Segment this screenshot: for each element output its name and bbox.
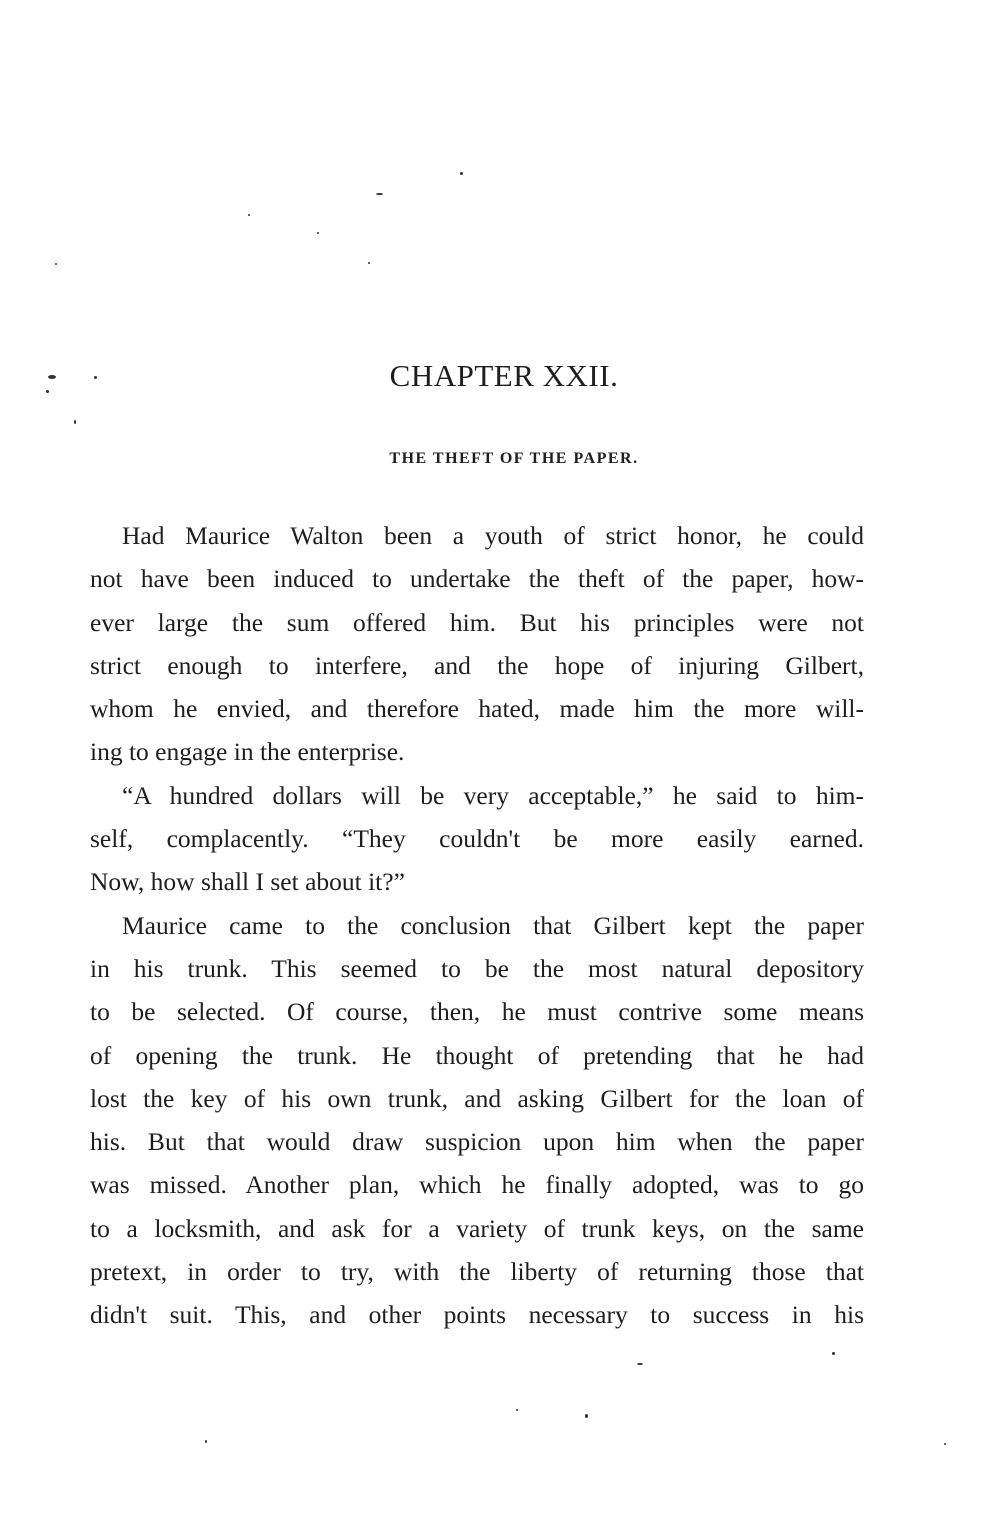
text-line: ever large the sum offered him. But his principles were not [90, 607, 864, 637]
text-line: of opening the trunk. He thought of pretending that he had [90, 1040, 864, 1070]
text-line: whom he envied, and therefore hated, made him the more will- [90, 694, 864, 724]
text-line: to a locksmith, and ask for a variety of trunk keys, on the same [90, 1213, 864, 1243]
paragraph-2 [58, 774, 864, 904]
text-line: in his trunk. This seemed to be the most natural depository [90, 953, 864, 983]
text-line: Had Maurice Walton been a youth of strict honor, he could [122, 521, 864, 550]
scan-speck [637, 1363, 643, 1365]
scan-speck [317, 232, 319, 234]
scan-speck [94, 376, 97, 379]
scan-speck [74, 420, 76, 424]
scan-speck [376, 193, 383, 195]
scan-speck [585, 1414, 588, 1418]
scan-speck [460, 172, 463, 175]
scan-speck [205, 1440, 207, 1443]
scan-speck [368, 262, 370, 264]
body-text [58, 514, 864, 1337]
text-line: Now, how shall I set about it?” [90, 867, 405, 897]
text-line: pretext, in order to try, with the liberty of returning those that [90, 1257, 864, 1287]
text-line: “A hundred dollars will be very acceptable,” he said to him- [122, 780, 864, 810]
text-line: his. But that would draw suspicion upon him when the paper [90, 1127, 864, 1157]
scan-speck [46, 390, 49, 393]
text-line: ing to engage in the enterprise. [90, 737, 405, 767]
text-line: was missed. Another plan, which he finally adopted, was to go [90, 1170, 864, 1200]
text-line: self, complacently. “They couldn't be more easily earned. [90, 824, 864, 854]
text-line: strict enough to interfere, and the hope of injuring Gilbert, [90, 650, 864, 680]
scan-speck [516, 1409, 518, 1411]
text-line: not have been induced to undertake the theft of the paper, how- [90, 564, 864, 594]
chapter-title: CHAPTER XXII. [389, 358, 619, 393]
text-line: to be selected. Of course, then, he must contrive some means [90, 997, 864, 1027]
paragraph-3 [58, 904, 864, 1337]
paragraph-1 [58, 514, 864, 774]
chapter-subtitle: THE THEFT OF THE PAPER. [389, 450, 639, 467]
scan-speck [55, 263, 57, 265]
text-line: lost the key of his own trunk, and asking Gilbert for the loan of [90, 1083, 864, 1113]
scan-speck [832, 1352, 835, 1355]
scan-speck [944, 1443, 946, 1445]
text-line: Maurice came to the conclusion that Gilbert kept the paper [122, 910, 864, 940]
scan-speck [48, 375, 56, 379]
scan-speck [248, 214, 250, 216]
text-line: didn't suit. This, and other points necessary to success in his [90, 1300, 864, 1330]
